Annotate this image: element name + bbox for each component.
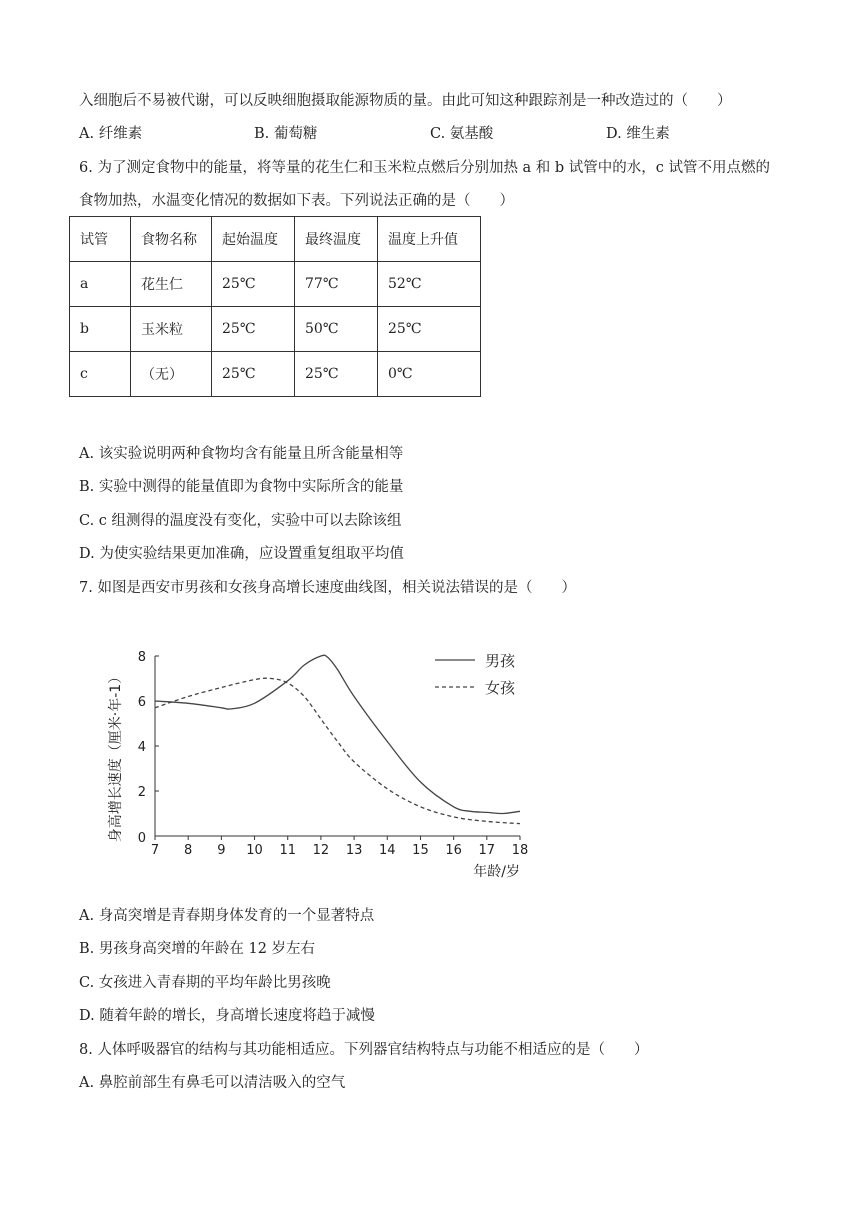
legend-label-girls: 女孩	[485, 679, 516, 697]
x-tick-label: 14	[378, 843, 396, 858]
x-tick-label: 13	[345, 843, 363, 858]
table-cell: 25℃	[378, 307, 481, 352]
table-header-cell: 最终温度	[295, 217, 378, 262]
q5-option-a: A. 纤维素	[79, 126, 143, 142]
table-cell: b	[70, 307, 131, 352]
x-tick-label: 15	[412, 843, 429, 858]
table-cell: （无）	[131, 352, 212, 397]
height-growth-chart	[100, 640, 540, 885]
x-tick-label: 9	[217, 843, 226, 858]
table-header-cell: 温度上升值	[378, 217, 481, 262]
table-cell: 52℃	[378, 262, 481, 307]
q7-option-d: D. 随着年龄的增长，身高增长速度将趋于减慢	[79, 1008, 375, 1024]
q6-option-c: C. c 组测得的温度没有变化，实验中可以去除该组	[79, 513, 402, 529]
q6-data-table	[69, 216, 481, 397]
y-tick-label: 2	[137, 785, 146, 800]
series-line-girls	[155, 678, 520, 823]
y-tick-label: 8	[137, 650, 146, 665]
y-tick-label: 6	[137, 695, 146, 710]
table-cell: a	[70, 262, 131, 307]
q5-option-c: C. 氨基酸	[430, 126, 494, 142]
y-axis-label: 身高增长速度（厘米·年-1）	[108, 669, 124, 843]
table-row	[70, 262, 481, 307]
q8-stem: 8. 人体呼吸器官的结构与其功能相适应。下列器官结构特点与功能不相适应的是（ ）	[79, 1042, 649, 1058]
x-tick-label: 7	[150, 843, 160, 858]
q6-option-d: D. 为使实验结果更加准确，应设置重复组取平均值	[79, 546, 404, 562]
table-cell: c	[70, 352, 131, 397]
series-line-boys	[155, 655, 520, 813]
x-tick-label: 10	[246, 843, 263, 858]
table-header-row	[70, 217, 481, 262]
table-cell: 25℃	[212, 307, 295, 352]
table-cell: 25℃	[212, 352, 295, 397]
table-row	[70, 352, 481, 397]
table-cell: 25℃	[212, 262, 295, 307]
q6-option-a: A. 该实验说明两种食物均含有能量且所含能量相等	[79, 446, 404, 462]
table-cell: 50℃	[295, 307, 378, 352]
table-cell: 花生仁	[131, 262, 212, 307]
table-header-cell: 食物名称	[131, 217, 212, 262]
legend-label-boys: 男孩	[485, 652, 516, 670]
q7-stem: 7. 如图是西安市男孩和女孩身高增长速度曲线图，相关说法错误的是（ ）	[79, 580, 576, 596]
q5-stem-line: 入细胞后不易被代谢，可以反映细胞摄取能源物质的量。由此可知这种跟踪剂是一种改造过的（ ）	[79, 93, 732, 109]
q7-option-c: C. 女孩进入青春期的平均年龄比男孩晚	[79, 975, 331, 991]
q8-option-a: A. 鼻腔前部生有鼻毛可以清洁吸入的空气	[79, 1075, 346, 1091]
x-tick-label: 17	[478, 843, 496, 858]
x-tick-label: 8	[184, 843, 193, 858]
table-cell: 0℃	[378, 352, 481, 397]
q6-stem-line-1: 6. 为了测定食物中的能量，将等量的花生仁和玉米粒点燃后分别加热 a 和 b 试管中的水，c 试管不用点燃的	[79, 160, 771, 176]
q6-stem-line-2: 食物加热，水温变化情况的数据如下表。下列说法正确的是（ ）	[79, 193, 514, 209]
x-tick-label: 18	[511, 843, 529, 858]
x-tick-label: 16	[445, 843, 462, 858]
y-tick-label: 4	[137, 740, 146, 755]
q5-option-d: D. 维生素	[606, 126, 670, 142]
x-tick-label: 11	[279, 843, 297, 858]
q7-option-a: A. 身高突增是青春期身体发育的一个显著特点	[79, 908, 375, 924]
x-tick-label: 12	[312, 843, 330, 858]
q7-option-b: B. 男孩身高突增的年龄在 12 岁左右	[79, 941, 316, 957]
table-header-cell: 起始温度	[212, 217, 295, 262]
table-cell: 77℃	[295, 262, 378, 307]
q5-option-b: B. 葡萄糖	[254, 126, 318, 142]
table-row	[70, 307, 481, 352]
x-axis-label: 年龄/岁	[473, 864, 520, 880]
table-cell: 25℃	[295, 352, 378, 397]
table-header-cell: 试管	[70, 217, 131, 262]
y-tick-label: 0	[137, 831, 146, 846]
q6-option-b: B. 实验中测得的能量值即为食物中实际所含的能量	[79, 479, 404, 495]
table-cell: 玉米粒	[131, 307, 212, 352]
